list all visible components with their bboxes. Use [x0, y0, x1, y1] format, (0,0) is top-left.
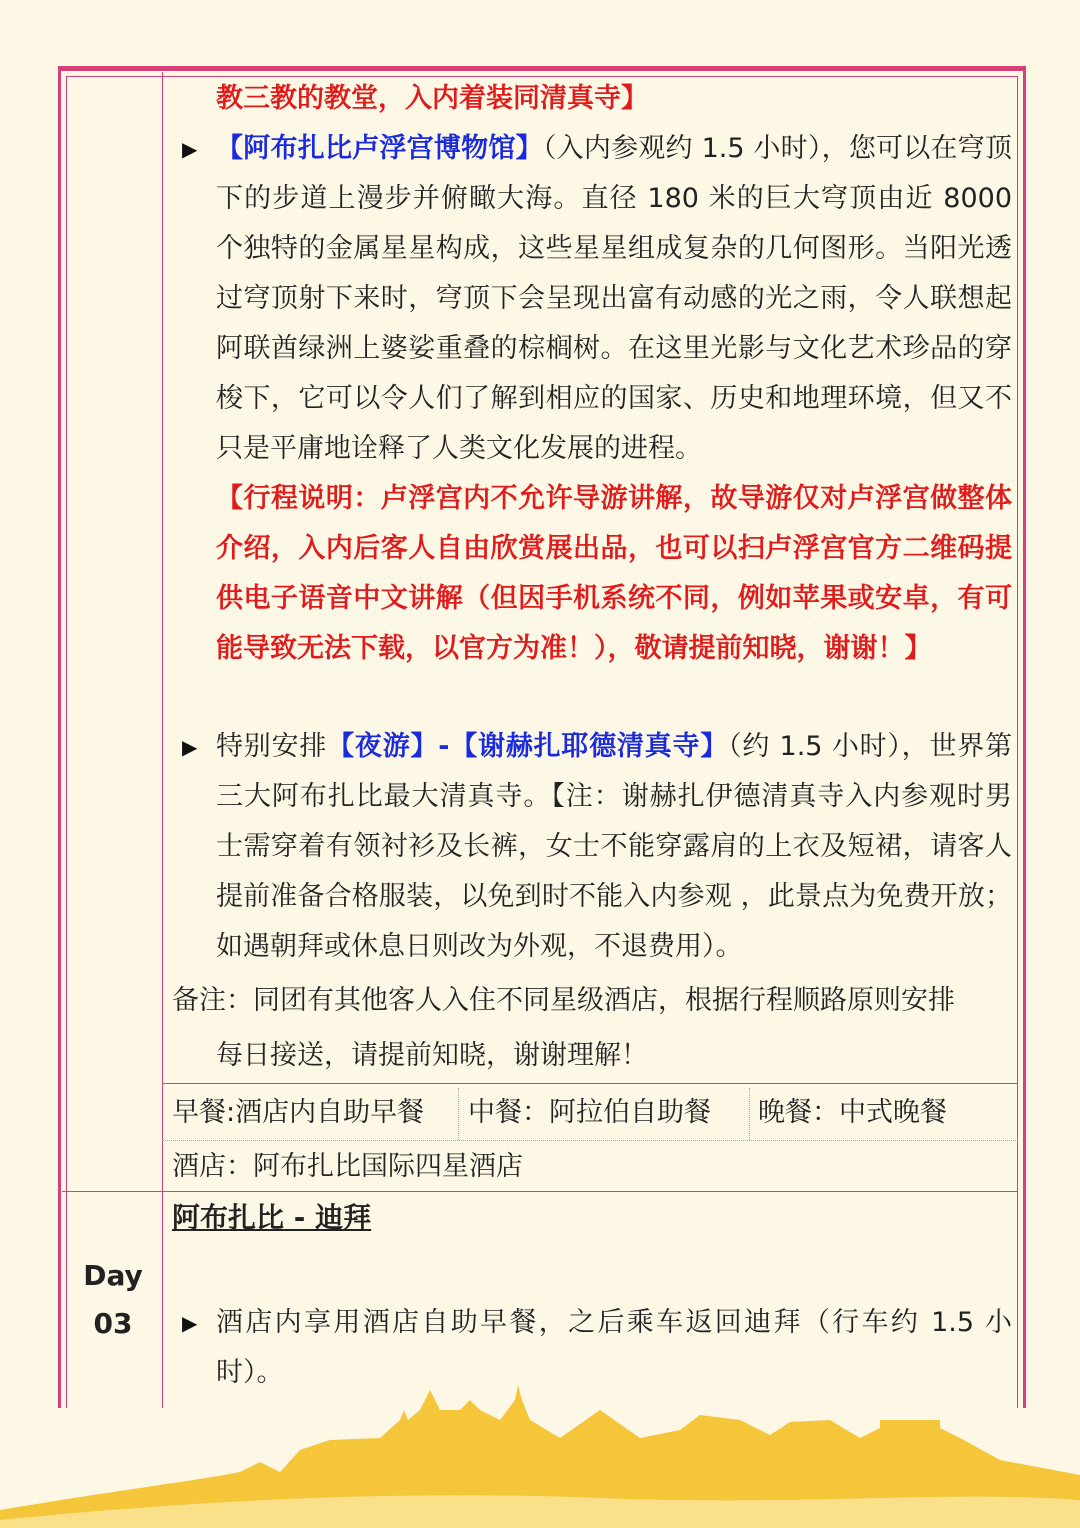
bullet-arrow-icon: ▶ [182, 137, 198, 161]
mosque-description: （约 1.5 小时），世界第三大阿布扎比最大清真寺。【注：谢赫扎伊德清真寺入内参观时男士需穿着有领衬衫及长裤，女士不能穿露肩的上衣及短裙，请客人提前准备合格服装，以免到时不能入内参观 ，此景点为免费开放；如遇朝拜或休息日则改为外观，不退费用）。 [216, 731, 1013, 962]
louvre-notice: 【行程说明：卢浮宫内不允许导游讲解，故导游仅对卢浮宫做整体介绍，入内后客人自由欣赏展出品，也可以扫卢浮宫官方二维码提供电子语音中文讲解（但因手机系统不同，例如苹果或安卓，有可能导致无法下载，以官方为准！），敬请提前知晓，谢谢！】 [216, 483, 1012, 664]
bullet-arrow-icon: ▶ [182, 1311, 198, 1335]
breakfast-cell: 早餐:酒店内自助早餐 [172, 1097, 425, 1128]
route-title: 阿布扎比 - 迪拜 [172, 1201, 372, 1234]
day03-activity: 酒店内享用酒店自助早餐，之后乘车返回迪拜（行车约 1.5 小时）。 [216, 1307, 1012, 1388]
louvre-item [216, 124, 1012, 474]
column-divider [162, 72, 163, 1408]
mosque-item [216, 722, 1012, 972]
remark-line-2: 每日接送，请提前知晓，谢谢理解！ [216, 1040, 648, 1071]
mosque-prefix: 特别安排 [216, 731, 328, 762]
day-word: Day [83, 1259, 143, 1292]
day-number: 03 [93, 1307, 133, 1340]
night-tour-tag: 【夜游】 [327, 731, 439, 762]
skyline-silhouette-icon [0, 1380, 1080, 1528]
dinner-cell: 晚餐：中式晚餐 [758, 1097, 947, 1128]
day-divider [62, 1191, 1018, 1192]
mosque-title: 【谢赫扎耶德清真寺】 [449, 731, 729, 762]
remark-line-1: 备注：同团有其他客人入住不同星级酒店，根据行程顺路原则安排 [172, 985, 955, 1016]
lunch-cell: 中餐：阿拉伯自助餐 [468, 1097, 711, 1128]
dress-code-note-end: 教三教的教堂，入内着装同清真寺】 [216, 83, 648, 114]
louvre-description: （入内参观约 1.5 小时），您可以在穹顶下的步道上漫步并俯瞰大海。直径 180 米的巨大穹顶由近 8000 个独特的金属星星构成，这些星星组成复杂的几何图形。当阳光透过穹顶射下来时，穹顶下会呈现出富有动感的光之雨，令人联想起阿联酋绿洲上婆娑重叠的棕榈树。在这里光影与文化艺术珍品的穿梭下，它可以令人们了解到相应的国家、历史和地理环境，但又不只是平庸地诠释了人类文化发展的进程。 [216, 133, 1013, 464]
hotel-cell: 酒店：阿布扎比国际四星酒店 [172, 1151, 523, 1182]
bullet-arrow-icon: ▶ [182, 735, 198, 759]
row-divider [162, 1083, 1018, 1084]
louvre-title: 【阿布扎比卢浮宫博物馆】 [216, 133, 543, 164]
mosque-dash: - [438, 731, 450, 762]
